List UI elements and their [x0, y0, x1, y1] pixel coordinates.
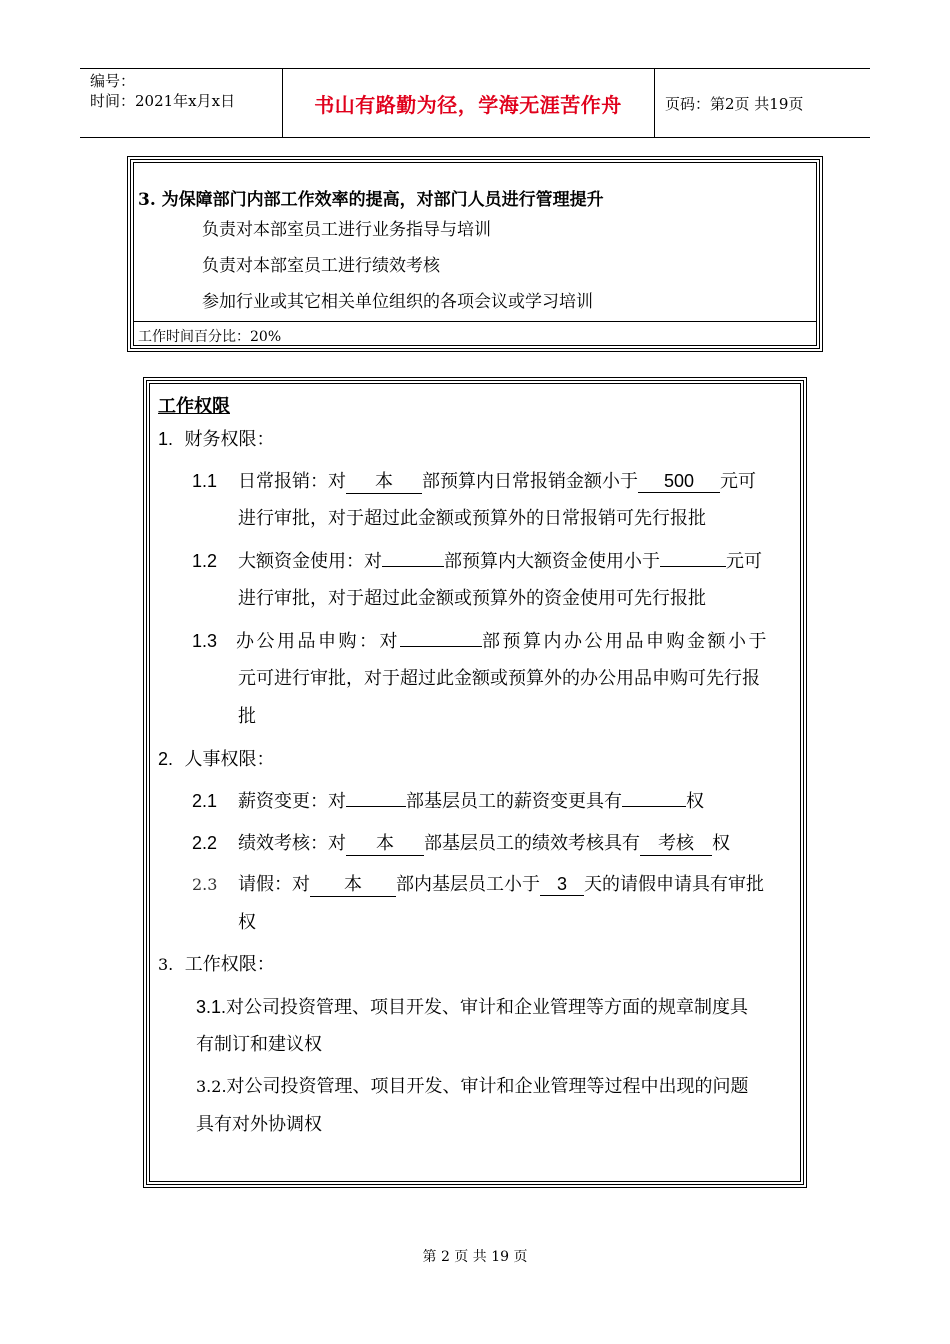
list-item: 负责对本部室员工进行业务指导与培训 — [202, 220, 491, 240]
work-item-1-line2: 有制订和建议权 — [196, 1034, 322, 1055]
duty-box — [127, 156, 823, 352]
header-meta-cell — [80, 69, 283, 137]
finance-item-3-line3: 批 — [238, 706, 256, 727]
hr-item-2: 2.2 绩效考核：对 本 部基层员工的绩效考核具有 考核 权 — [192, 833, 730, 854]
finance-item-2-line2: 进行审批，对于超过此金额或预算外的资金使用可先行报批 — [238, 588, 706, 609]
divider — [134, 321, 816, 322]
finance-item-2: 1.2 大额资金使用：对 部预算内大额资金使用小于 元可 — [192, 551, 762, 572]
finance-item-1-line2: 进行审批，对于超过此金额或预算外的日常报销可先行报批 — [238, 508, 706, 529]
number-label: 编号： — [90, 72, 136, 90]
duty-title: 3. 为保障部门内部工作效率的提高，对部门人员进行管理提升 — [138, 190, 604, 210]
hr-item-1: 2.1 薪资变更：对 部基层员工的薪资变更具有 权 — [192, 791, 704, 812]
work-item-2-line2: 具有对外协调权 — [196, 1114, 322, 1135]
hr-heading: 2. 人事权限： — [158, 749, 275, 770]
time-percent: 工作时间百分比：20% — [138, 329, 282, 345]
work-heading: 3. 工作权限： — [158, 954, 275, 975]
list-item: 负责对本部室员工进行绩效考核 — [202, 256, 440, 276]
hr-item-3: 2.3 请假：对 本 部内基层员工小于 3 天的请假申请具有审批 — [192, 874, 764, 895]
page-header — [80, 68, 870, 138]
work-item-2: 3.2.对公司投资管理、项目开发、审计和企业管理等过程中出现的问题 — [196, 1076, 749, 1097]
authority-title: 工作权限 — [158, 396, 230, 417]
header-page-cell — [655, 69, 870, 137]
time-label: 时间：2021年x月x日 — [90, 92, 236, 110]
finance-item-3-line2: 元可进行审批，对于超过此金额或预算外的办公用品申购可先行报 — [238, 668, 760, 689]
authority-box — [143, 377, 807, 1188]
finance-item-1: 1.1 日常报销：对 本 部预算内日常报销金额小于 500 元可 — [192, 471, 756, 492]
page-info: 页码：第2页 共19页 — [665, 94, 804, 113]
page-footer: 第 2 页 共 19 页 — [422, 1249, 528, 1265]
header-motto-cell — [282, 69, 655, 137]
work-item-1: 3.1.对公司投资管理、项目开发、审计和企业管理等方面的规章制度具 — [196, 997, 749, 1018]
motto: 书山有路勤为径，学海无涯苦作舟 — [314, 92, 622, 117]
finance-item-3: 1.3 办公用品申购：对 部预算内办公用品申购金额小于 — [192, 631, 769, 652]
list-item: 参加行业或其它相关单位组织的各项会议或学习培训 — [202, 292, 593, 312]
hr-item-3-line2: 权 — [238, 912, 256, 933]
finance-heading: 1. 财务权限： — [158, 429, 275, 450]
